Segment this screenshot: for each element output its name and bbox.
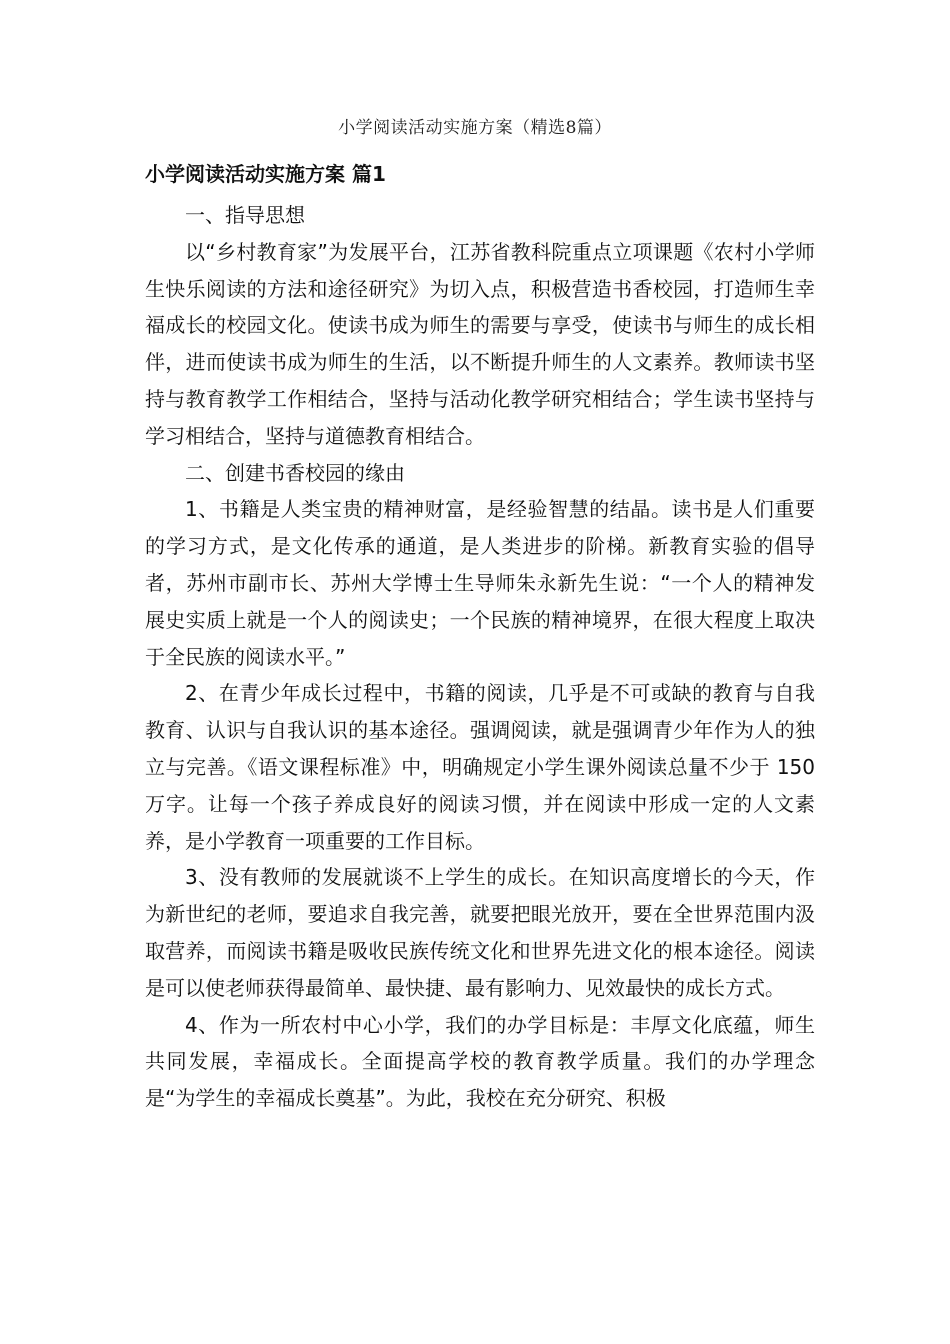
heading-reasons: 二、创建书香校园的缘由 xyxy=(185,460,405,485)
paragraph-guiding-ideology: 以“乡村教育家”为发展平台，江苏省教科院重点立项课题《农村小学师生快乐阅读的方法和途径研究》为切入点，积极营造书香校园，打造师生幸福成长的校园文化。使读书成为师生的需要与享受，使读书与师生的成长相伴，进而使读书成为师生的生活，以不断提升师生的人文素养。教师读书坚持与教育教学工作相结合，坚持与活动化教学研究相结合；学生读书坚持与学习相结合，坚持与道德教育相结合。 xyxy=(145,239,815,448)
paragraph-reason-2: 2、在青少年成长过程中，书籍的阅读，几乎是不可或缺的教育与自我教育、认识与自我认识的基本途径。强调阅读，就是强调青少年作为人的独立与完善。《语文课程标准》中，明确规定小学生课外阅读总量不少于 150 万字。让每一个孩子养成良好的阅读习惯，并在阅读中形成一定的人文素养，是小学教育一项重要的工作目标。 xyxy=(145,681,815,853)
paragraph-reason-4: 4、作为一所农村中心小学，我们的办学目标是：丰厚文化底蕴，师生共同发展，幸福成长。全面提高学校的教育教学质量。我们的办学理念是“为学生的幸福成长奠基”。为此，我校在充分研究、积极 xyxy=(145,1012,815,1111)
paragraph-reason-1: 1、书籍是人类宝贵的精神财富，是经验智慧的结晶。读书是人们重要的学习方式，是文化传承的通道，是人类进步的阶梯。新教育实验的倡导者，苏州市副市长、苏州大学博士生导师朱永新先生说：“一个人的精神发展史实质上就是一个人的阅读史；一个民族的精神境界，在很大程度上取决于全民族的阅读水平。” xyxy=(145,497,815,669)
paragraph-reason-3: 3、没有教师的发展就谈不上学生的成长。在知识高度增长的今天，作为新世纪的老师，要追求自我完善，就要把眼光放开，要在全世界范围内汲取营养，而阅读书籍是吸收民族传统文化和世界先进文化的根本途径。阅读是可以使老师获得最简单、最快捷、最有影响力、见效最快的成长方式。 xyxy=(145,865,815,1000)
section-heading: 小学阅读活动实施方案 篇1 xyxy=(145,162,386,186)
heading-guiding-ideology: 一、指导思想 xyxy=(185,203,305,227)
document-title: 小学阅读活动实施方案（精选8篇） xyxy=(338,118,612,138)
document-body xyxy=(145,197,815,1117)
